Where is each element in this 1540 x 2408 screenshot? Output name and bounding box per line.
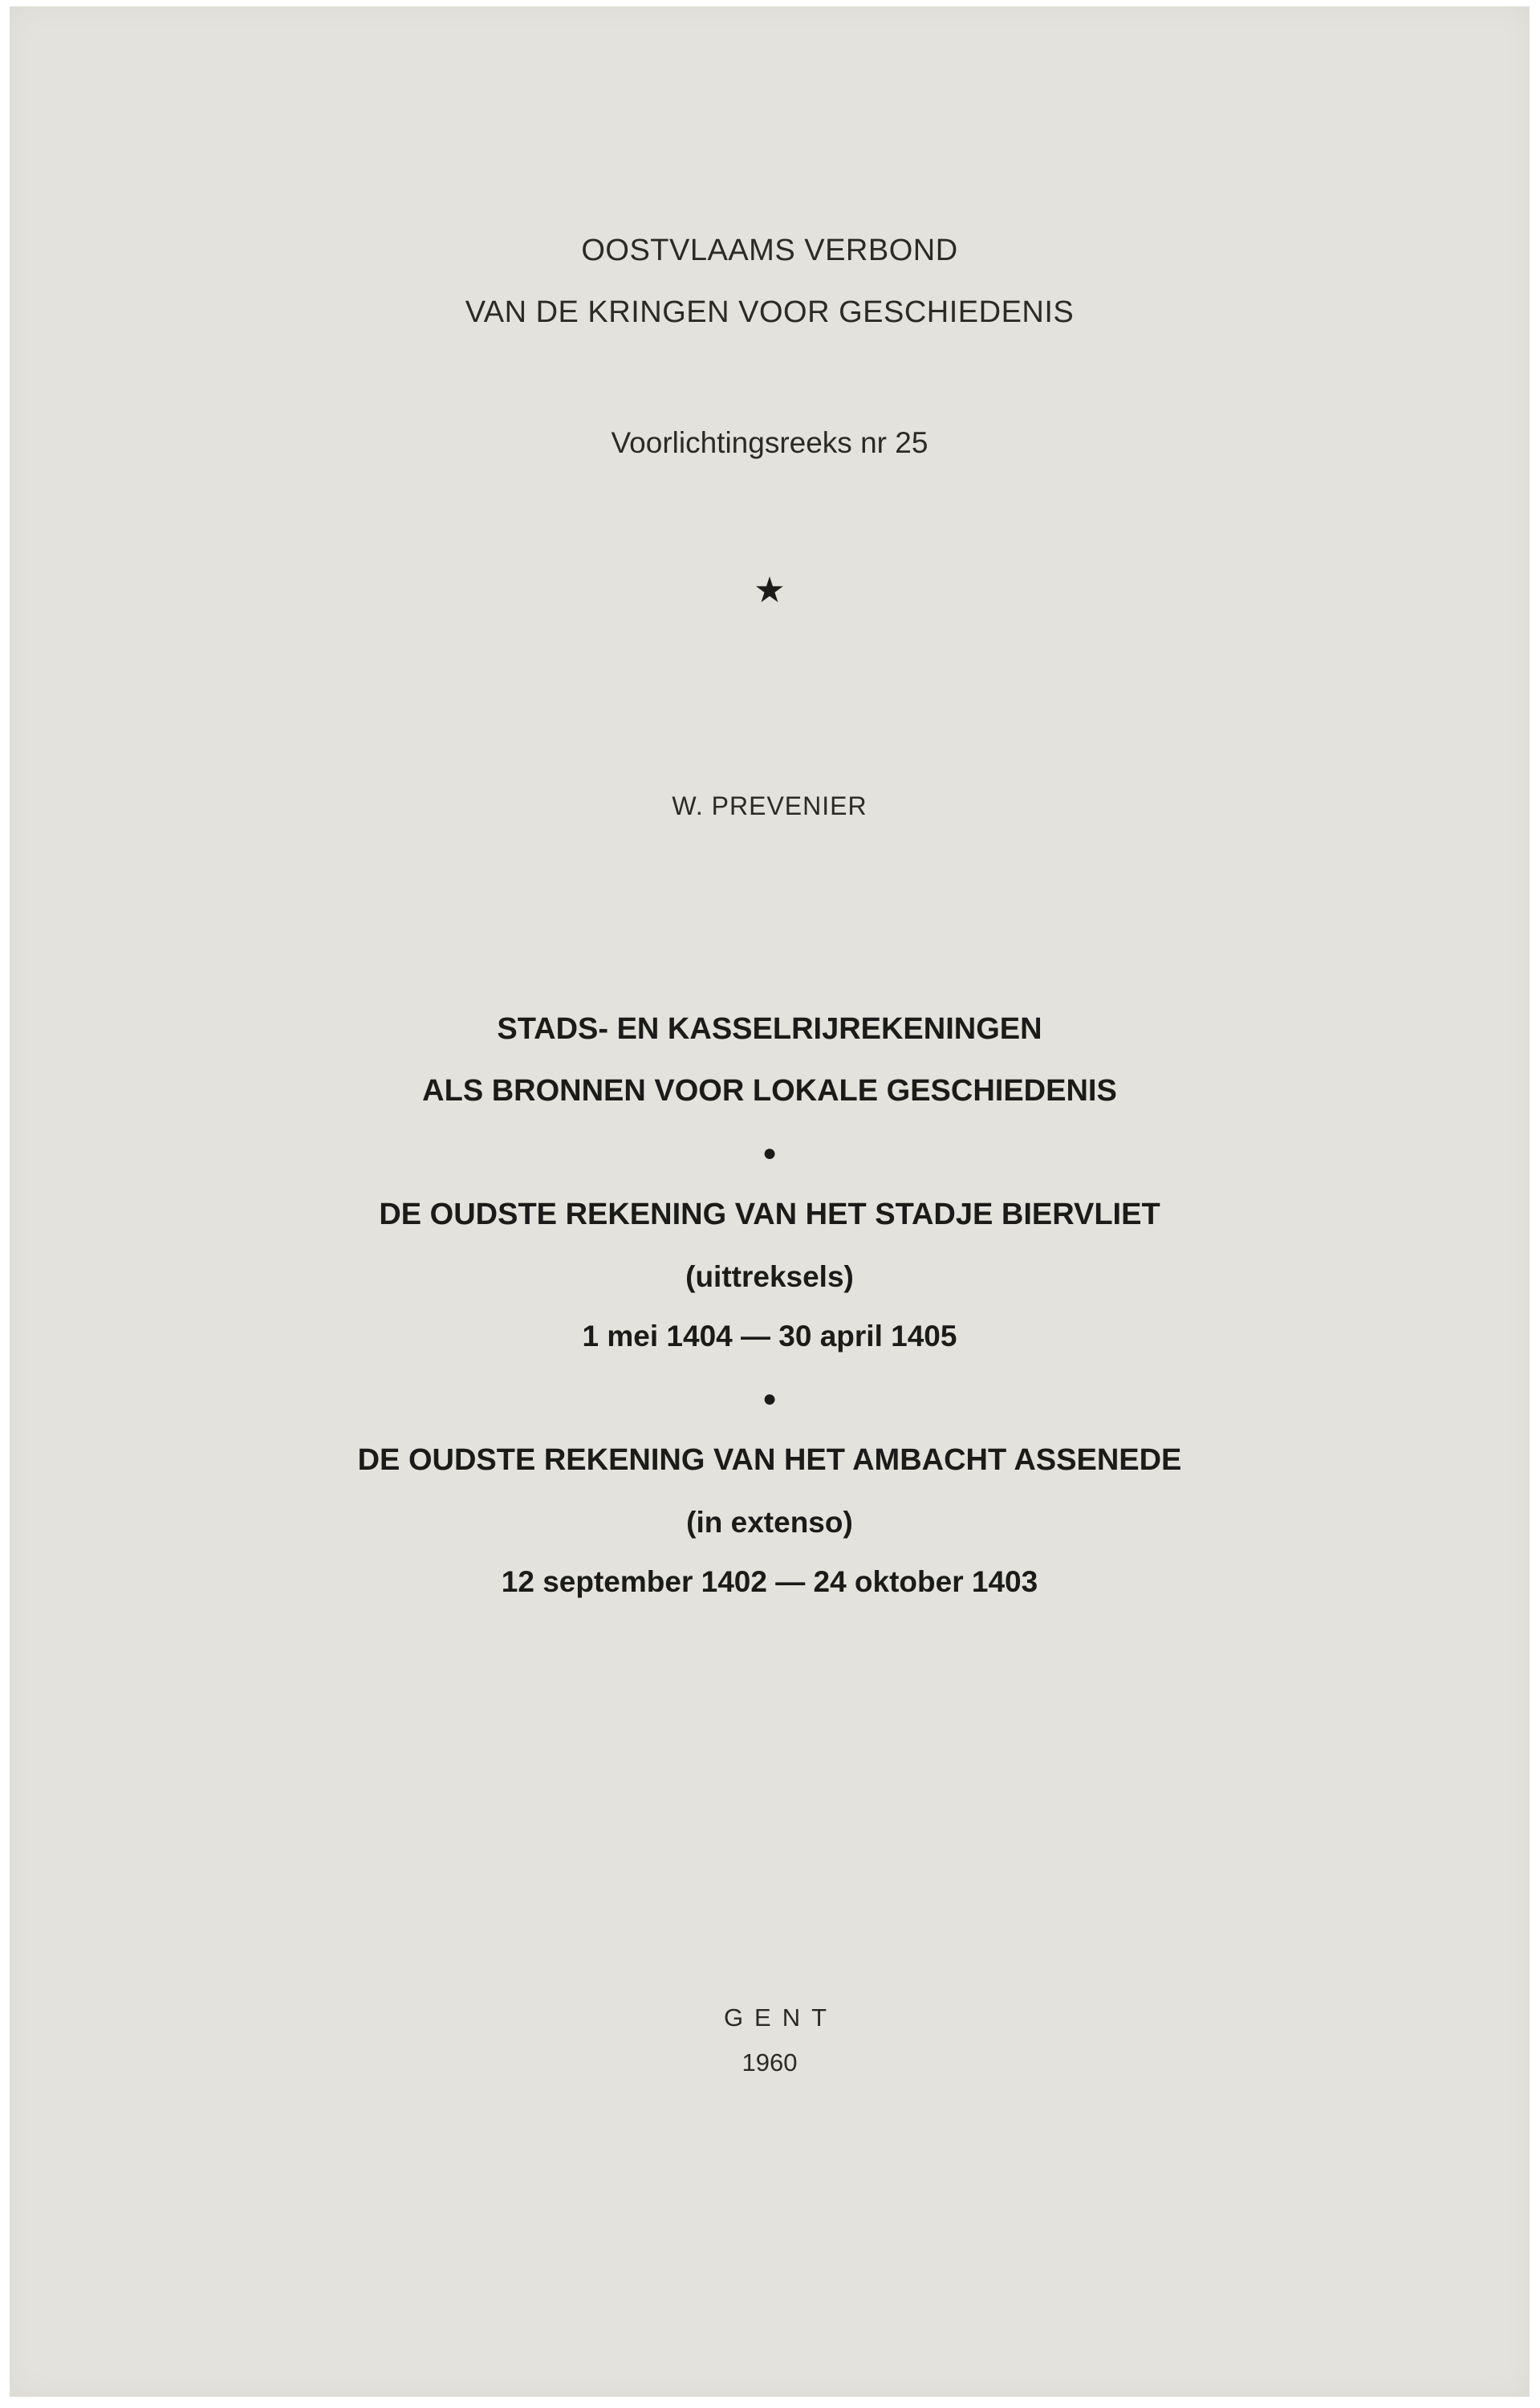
- part1-note: (uittreksels): [685, 1260, 854, 1293]
- main-title-line-1: STADS- EN KASSELRIJREKENINGEN: [497, 1012, 1042, 1046]
- main-title-line-2: ALS BRONNEN VOOR LOKALE GESCHIEDENIS: [422, 1074, 1117, 1108]
- star-icon: ★: [754, 571, 786, 610]
- bullet-icon: ●: [762, 1385, 778, 1412]
- part1-period: 1 mei 1404 — 30 april 1405: [582, 1320, 957, 1352]
- part1-heading: DE OUDSTE REKENING VAN HET STADJE BIERVLIET: [379, 1198, 1160, 1231]
- imprint-place: GENT: [723, 2003, 839, 2032]
- title-page: [10, 6, 1530, 2397]
- bullet-icon: ●: [762, 1140, 778, 1166]
- series-number: Voorlichtingsreeks nr 25: [611, 426, 928, 459]
- publisher-line-2: VAN DE KRINGEN VOOR GESCHIEDENIS: [465, 295, 1075, 329]
- author-name: W. PREVENIER: [672, 791, 868, 820]
- imprint-year: 1960: [742, 2048, 798, 2076]
- part2-heading: DE OUDSTE REKENING VAN HET AMBACHT ASSENEDE: [357, 1443, 1182, 1477]
- publisher-line-1: OOSTVLAAMS VERBOND: [581, 234, 958, 267]
- part2-period: 12 september 1402 — 24 oktober 1403: [501, 1565, 1038, 1598]
- part2-note: (in extenso): [686, 1506, 853, 1539]
